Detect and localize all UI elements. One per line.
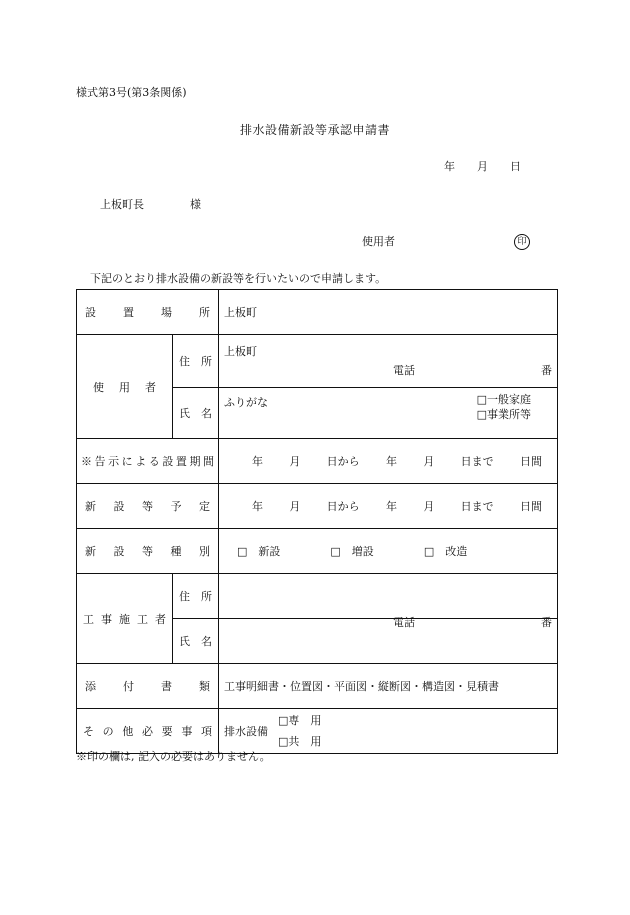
addressee-name: 上板町長 [100,198,144,211]
user-phone-label: 電話 [393,364,415,377]
row-notice-period [77,439,558,484]
user-name-cell[interactable] [219,388,558,439]
user-name-label: 氏名 [173,388,219,439]
user-address-label: 住所 [173,335,219,388]
contractor-label: 工事施工者 [77,574,173,664]
checkbox-modify[interactable]: □ 改造 [423,545,468,558]
intro-text: 下記のとおり排水設備の新設等を行いたいので申請します。 [90,272,387,285]
applicant-label: 使用者 [362,235,395,248]
addressee [100,199,201,210]
checkbox-new[interactable]: □ 新設 [237,545,281,558]
notice-year1: 年 [252,455,263,468]
row-type [77,529,558,574]
contractor-phone-label: 電話 [393,616,415,629]
notice-month2: 月 [423,455,435,468]
notice-days: 日間 [519,455,542,468]
row-contractor-address [77,574,558,619]
application-form-table [76,289,558,754]
user-address-value: 上板町 [224,345,257,358]
attachments-label: 添付書類 [77,664,219,709]
date-year: 年 [444,160,455,173]
row-other [77,709,558,754]
attachments-value: 工事明細書・位置図・平面図・縦断図・構造図・見積書 [219,664,558,709]
contractor-name-label: 氏名 [173,619,219,664]
user-address-cell[interactable] [219,335,558,388]
date-line [444,161,521,172]
notice-period-cell[interactable] [219,439,558,484]
schedule-until: 日まで [460,500,494,513]
user-furigana: ふりがな [224,396,268,409]
seal-mark-icon: 印 [514,234,530,250]
row-user-address [77,335,558,388]
date-month: 月 [477,160,488,173]
user-category-checks [477,392,531,422]
schedule-year1: 年 [252,500,263,513]
user-label: 使用者 [77,335,173,439]
contractor-phone [224,614,552,630]
user-phone [224,362,552,378]
schedule-from: 日から [326,500,360,513]
checkbox-expand[interactable]: □ 増設 [330,545,374,558]
schedule-month1: 月 [289,500,301,513]
notice-from: 日から [326,455,360,468]
notice-year2: 年 [385,455,397,468]
other-value: 排水設備 [224,725,268,738]
row-schedule [77,484,558,529]
location-value[interactable]: 上板町 [219,290,558,335]
notice-until: 日まで [460,455,494,468]
user-phone-suffix: 番 [541,364,552,377]
type-label: 新設等種別 [77,529,219,574]
row-location [77,290,558,335]
contractor-phone-suffix: 番 [541,616,552,629]
form-number: 様式第3号(第3条関係) [76,86,187,99]
checkbox-business[interactable]: □事業所等 [476,408,531,421]
schedule-days: 日間 [519,500,542,513]
schedule-cell[interactable] [219,484,558,529]
checkbox-private[interactable]: □専 用 [278,714,322,727]
location-label: 設置場所 [77,290,219,335]
document-title: 排水設備新設等承認申請書 [239,123,390,137]
notice-period-label: ※告示による設置期間 [77,439,219,484]
schedule-year2: 年 [385,500,397,513]
checkbox-shared[interactable]: □共 用 [278,735,322,748]
checkbox-household[interactable]: □一般家庭 [476,393,531,406]
row-attachments [77,664,558,709]
type-cell [219,529,558,574]
contractor-address-cell[interactable] [219,574,558,629]
contractor-address-label: 住所 [173,574,219,619]
notice-month1: 月 [289,455,301,468]
schedule-label: 新設等予定 [77,484,219,529]
other-cell [219,709,558,754]
addressee-honorific: 様 [190,198,201,211]
date-day: 日 [510,160,521,173]
other-label: その他必要事項 [77,709,219,754]
footnote: ※印の欄は, 記入の必要はありません。 [76,750,271,763]
schedule-month2: 月 [423,500,435,513]
